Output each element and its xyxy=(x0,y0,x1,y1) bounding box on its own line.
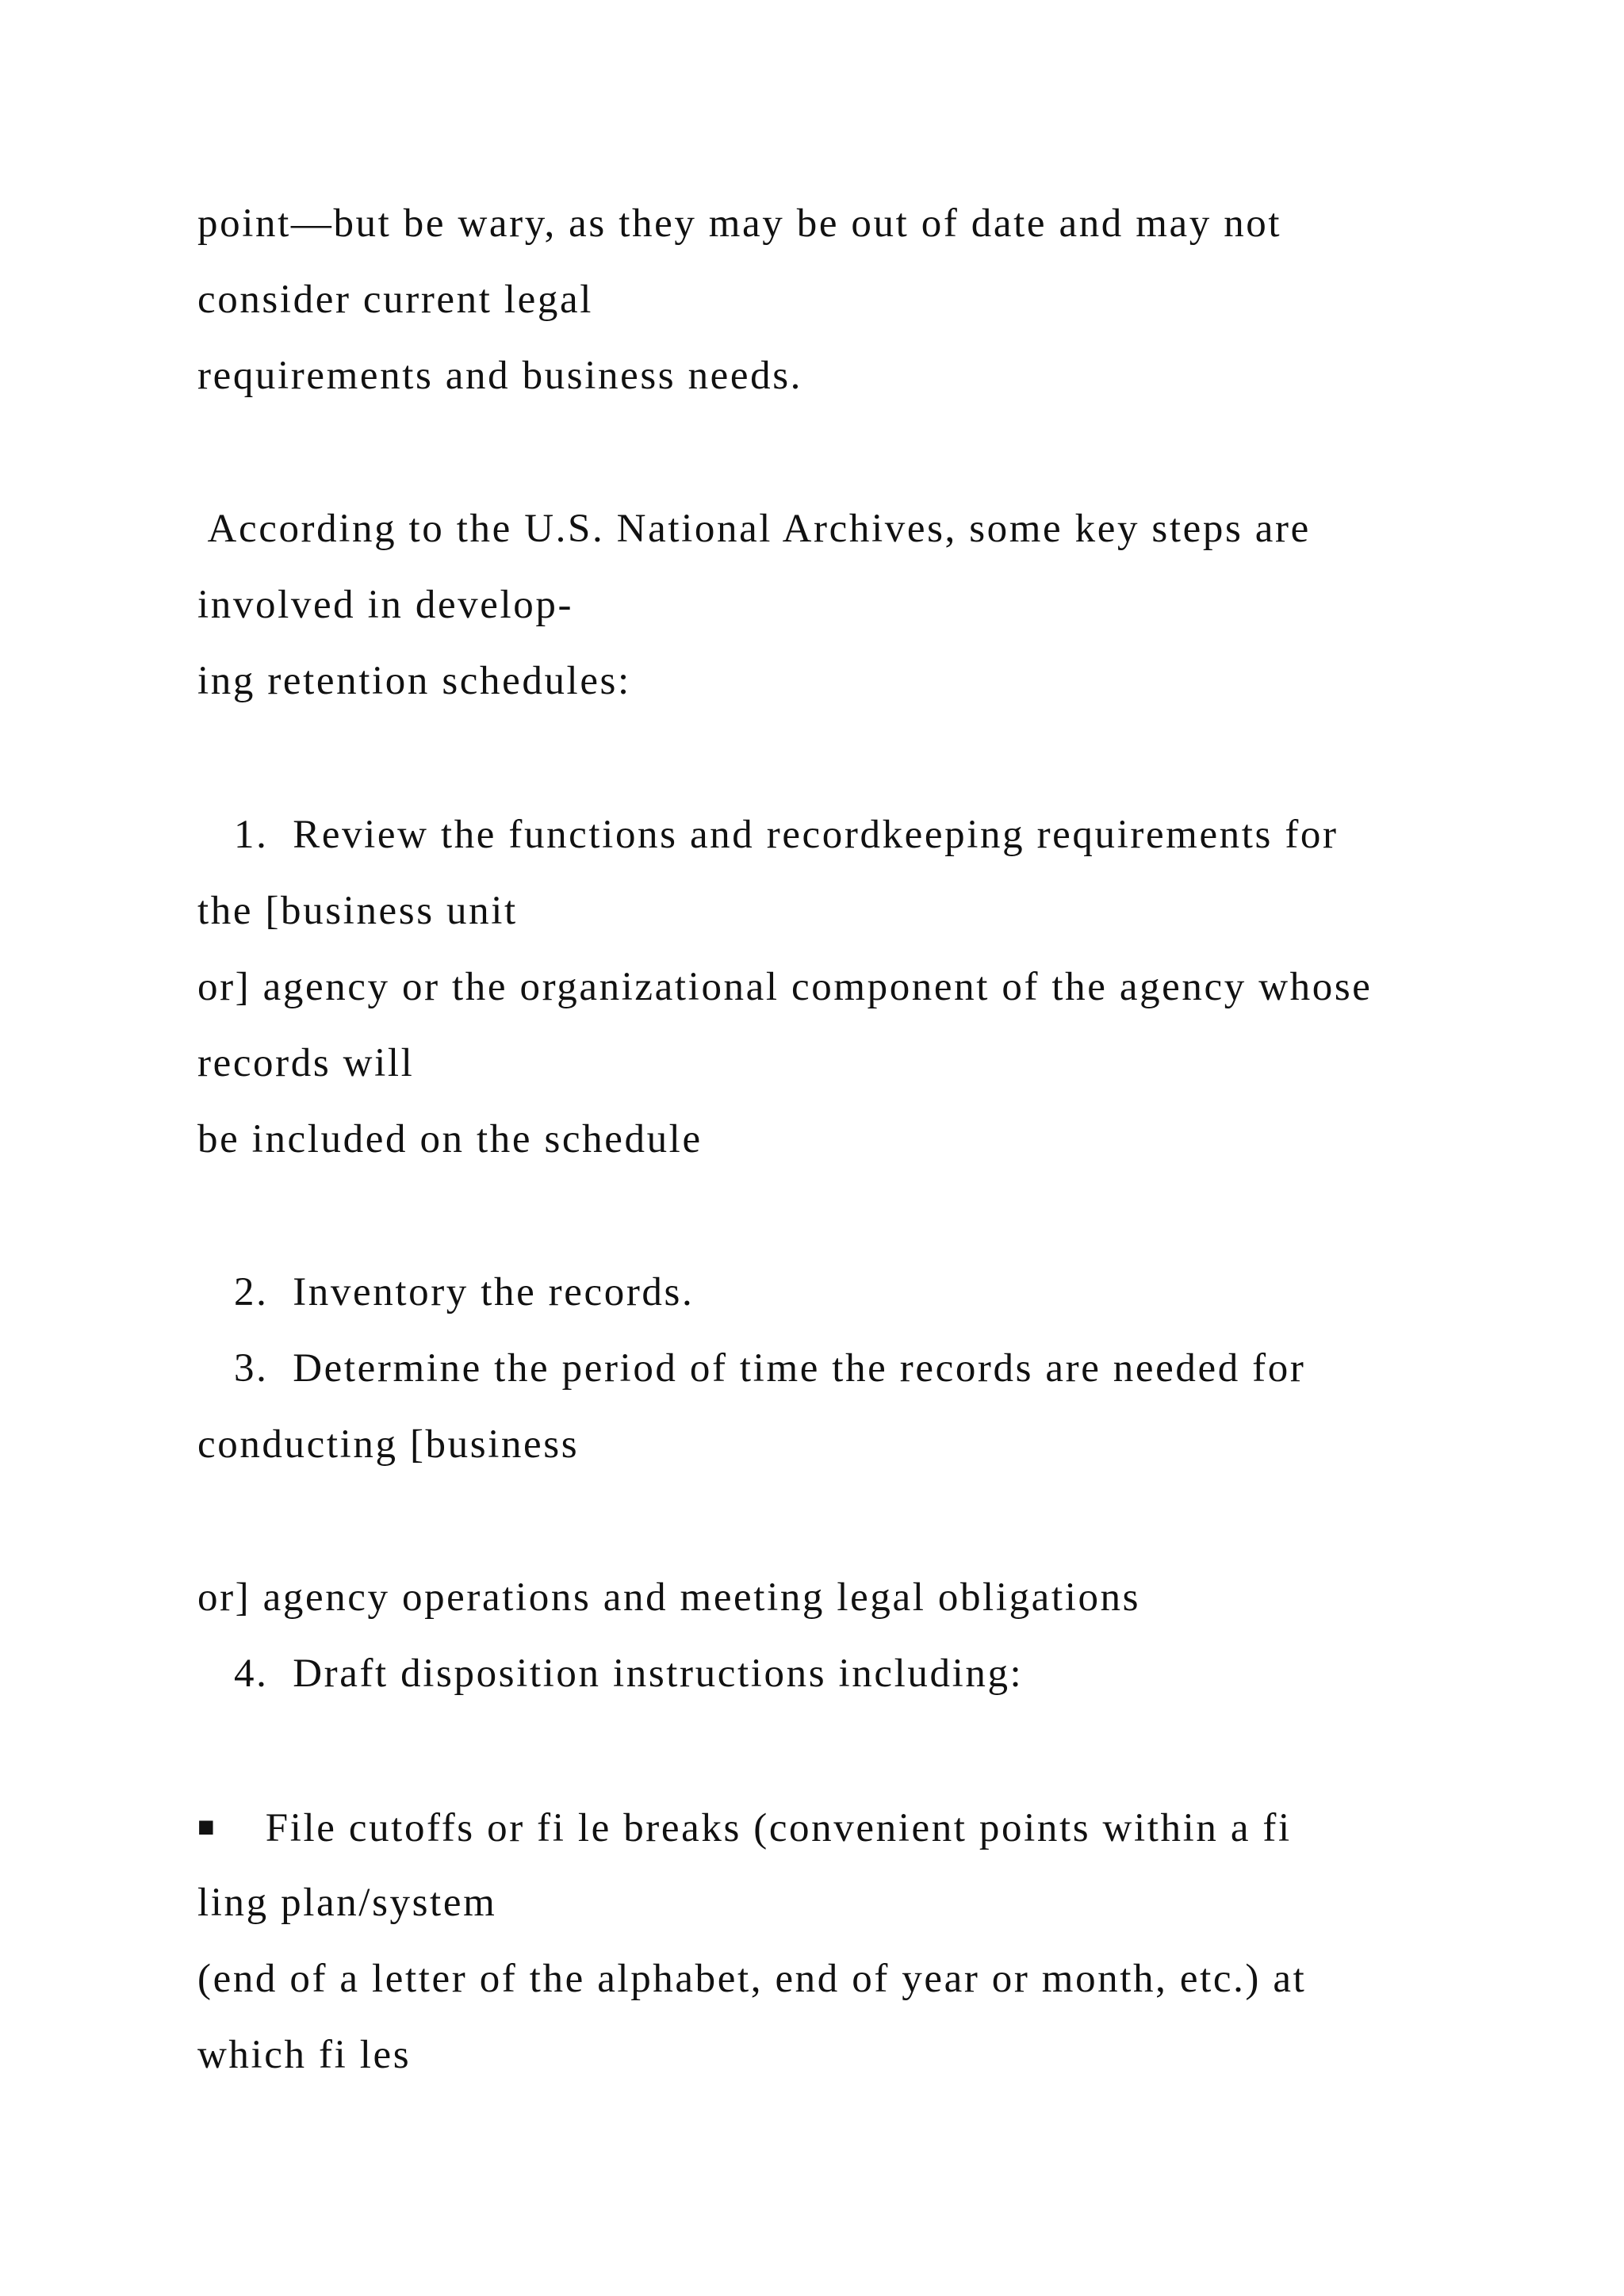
text-line: records will xyxy=(197,1041,415,1085)
text-line: (end of a letter of the alphabet, end of year or month, etc.) at xyxy=(197,1957,1307,2001)
bullet-item xyxy=(197,1803,1292,1852)
text-line: involved in develop- xyxy=(197,583,574,627)
text-line: According to the U.S. National Archives, some key steps are xyxy=(197,507,1311,551)
list-item-step-4: 4. Draft disposition instructions including: xyxy=(197,1651,1024,1696)
text-line: or] agency or the organizational component of the agency whose xyxy=(197,965,1373,1009)
list-item-step-3: 3. Determine the period of time the records are needed for xyxy=(197,1346,1306,1391)
text-line: or] agency operations and meeting legal obligations xyxy=(197,1575,1141,1620)
text-line: be included on the schedule xyxy=(197,1117,703,1161)
list-item-step-1: 1. Review the functions and recordkeeping requirements for xyxy=(197,813,1339,857)
text-line: consider current legal xyxy=(197,277,593,322)
text-line: requirements and business needs. xyxy=(197,354,803,398)
list-item-step-2: 2. Inventory the records. xyxy=(197,1270,695,1314)
bullet-square-icon: ■ xyxy=(197,1811,217,1843)
text-line: ling plan/system xyxy=(197,1881,497,1925)
text-line: the [business unit xyxy=(197,889,518,933)
text-line: ing retention schedules: xyxy=(197,659,631,703)
text-line: conducting [business xyxy=(197,1422,580,1467)
text-line: which fi les xyxy=(197,2033,412,2077)
bullet-text: File cutoffs or fi le breaks (convenient points within a fi xyxy=(216,1806,1292,1850)
text-line: point—but be wary, as they may be out of date and may not xyxy=(197,201,1282,246)
